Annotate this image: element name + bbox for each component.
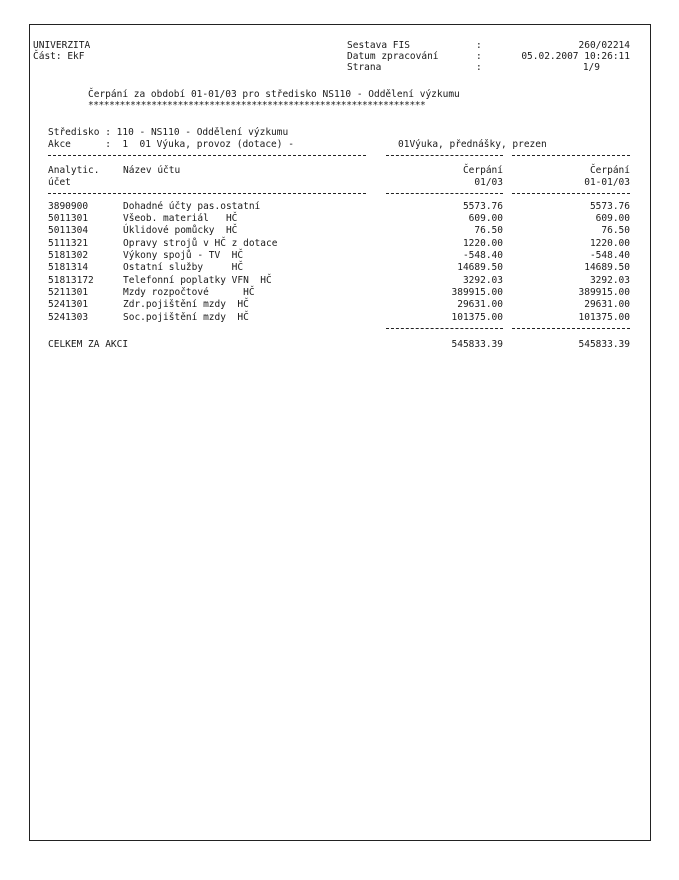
report-title: Čerpání za období 01-01/03 pro středisko NS110 - Oddělení výzkumu (88, 89, 460, 100)
col-period-header-1: Čerpání (462, 165, 503, 176)
report-value: 260/02214 (578, 40, 630, 51)
row-cumulative: 76.50 (601, 225, 630, 236)
row-name: Mzdy rozpočtové HČ (123, 287, 255, 298)
header-rule-left (48, 155, 366, 156)
row-name: Soc.pojištění mzdy HČ (123, 312, 249, 323)
row-account: 5241303 (48, 312, 89, 323)
total-period: 545833.39 (451, 339, 503, 350)
col-cumul-header-1: Čerpání (589, 165, 630, 176)
header-rule-left-2 (48, 193, 366, 194)
row-name: Opravy strojů v HČ z dotace (123, 238, 278, 249)
row-period: -548.40 (462, 250, 503, 261)
total-label: CELKEM ZA AKCI (48, 339, 129, 350)
date-value: 05.02.2007 10:26:11 (521, 51, 630, 62)
header-rule-right-2 (512, 193, 630, 194)
page-number: 1/9 (582, 62, 600, 73)
row-period: 609.00 (468, 213, 503, 224)
row-account: 5181314 (48, 262, 89, 273)
row-name: Výkony spojů - TV HČ (123, 250, 244, 261)
row-name: Všeob. materiál HČ (123, 213, 238, 224)
title-underline: **************************************************************** (88, 100, 426, 111)
row-cumulative: 389915.00 (578, 287, 630, 298)
row-cumulative: -548.40 (589, 250, 630, 261)
row-account: 5181302 (48, 250, 89, 261)
page-colon: : (476, 62, 482, 73)
row-period: 389915.00 (451, 287, 503, 298)
total-cumulative: 545833.39 (578, 339, 630, 350)
row-cumulative: 3292.03 (589, 275, 630, 286)
row-account: 5111321 (48, 238, 89, 249)
row-name: Zdr.pojištění mzdy HČ (123, 299, 249, 310)
col-period-header-2: 01/03 (474, 177, 503, 188)
action-detail: 01Výuka, přednášky, prezen (398, 139, 547, 150)
report-label: Sestava FIS (347, 40, 410, 51)
row-period: 29631.00 (457, 299, 503, 310)
row-name: Dohadné účty pas.ostatní (123, 201, 261, 212)
cost-center-line: Středisko : 110 - NS110 - Oddělení výzkumu (48, 127, 289, 138)
col-account-header-2: účet (48, 177, 71, 188)
col-account-header-1: Analytic. (48, 165, 100, 176)
date-colon: : (476, 51, 482, 62)
row-period: 76.50 (474, 225, 503, 236)
row-account: 5211301 (48, 287, 89, 298)
row-period: 3292.03 (462, 275, 503, 286)
report-colon: : (476, 40, 482, 51)
row-cumulative: 1220.00 (589, 238, 630, 249)
row-cumulative: 101375.00 (578, 312, 630, 323)
row-name: Ostatní služby HČ (123, 262, 244, 273)
row-cumulative: 29631.00 (584, 299, 630, 310)
row-cumulative: 609.00 (595, 213, 630, 224)
date-label: Datum zpracování (347, 51, 439, 62)
org-name: UNIVERZITA (33, 40, 91, 51)
page-label: Strana (347, 62, 382, 73)
row-account: 3890900 (48, 201, 89, 212)
col-name-header: Název účtu (123, 165, 181, 176)
row-account: 51813172 (48, 275, 94, 286)
row-cumulative: 5573.76 (589, 201, 630, 212)
org-part: Část: EkF (33, 51, 85, 62)
header-rule-right (512, 155, 630, 156)
row-account: 5011304 (48, 225, 89, 236)
col-cumul-header-2: 01-01/03 (584, 177, 630, 188)
row-account: 5011301 (48, 213, 89, 224)
row-period: 5573.76 (462, 201, 503, 212)
header-rule-mid (386, 155, 503, 156)
row-period: 14689.50 (457, 262, 503, 273)
row-name: Telefonní poplatky VFN HČ (123, 275, 272, 286)
total-rule-mid (386, 328, 503, 329)
row-account: 5241301 (48, 299, 89, 310)
total-rule-right (512, 328, 630, 329)
row-period: 1220.00 (462, 238, 503, 249)
header-rule-mid-2 (386, 193, 503, 194)
row-cumulative: 14689.50 (584, 262, 630, 273)
row-period: 101375.00 (451, 312, 503, 323)
action-line: Akce : 1 01 Výuka, provoz (dotace) - (48, 139, 294, 150)
row-name: Úklidové pomůcky HČ (123, 225, 238, 236)
